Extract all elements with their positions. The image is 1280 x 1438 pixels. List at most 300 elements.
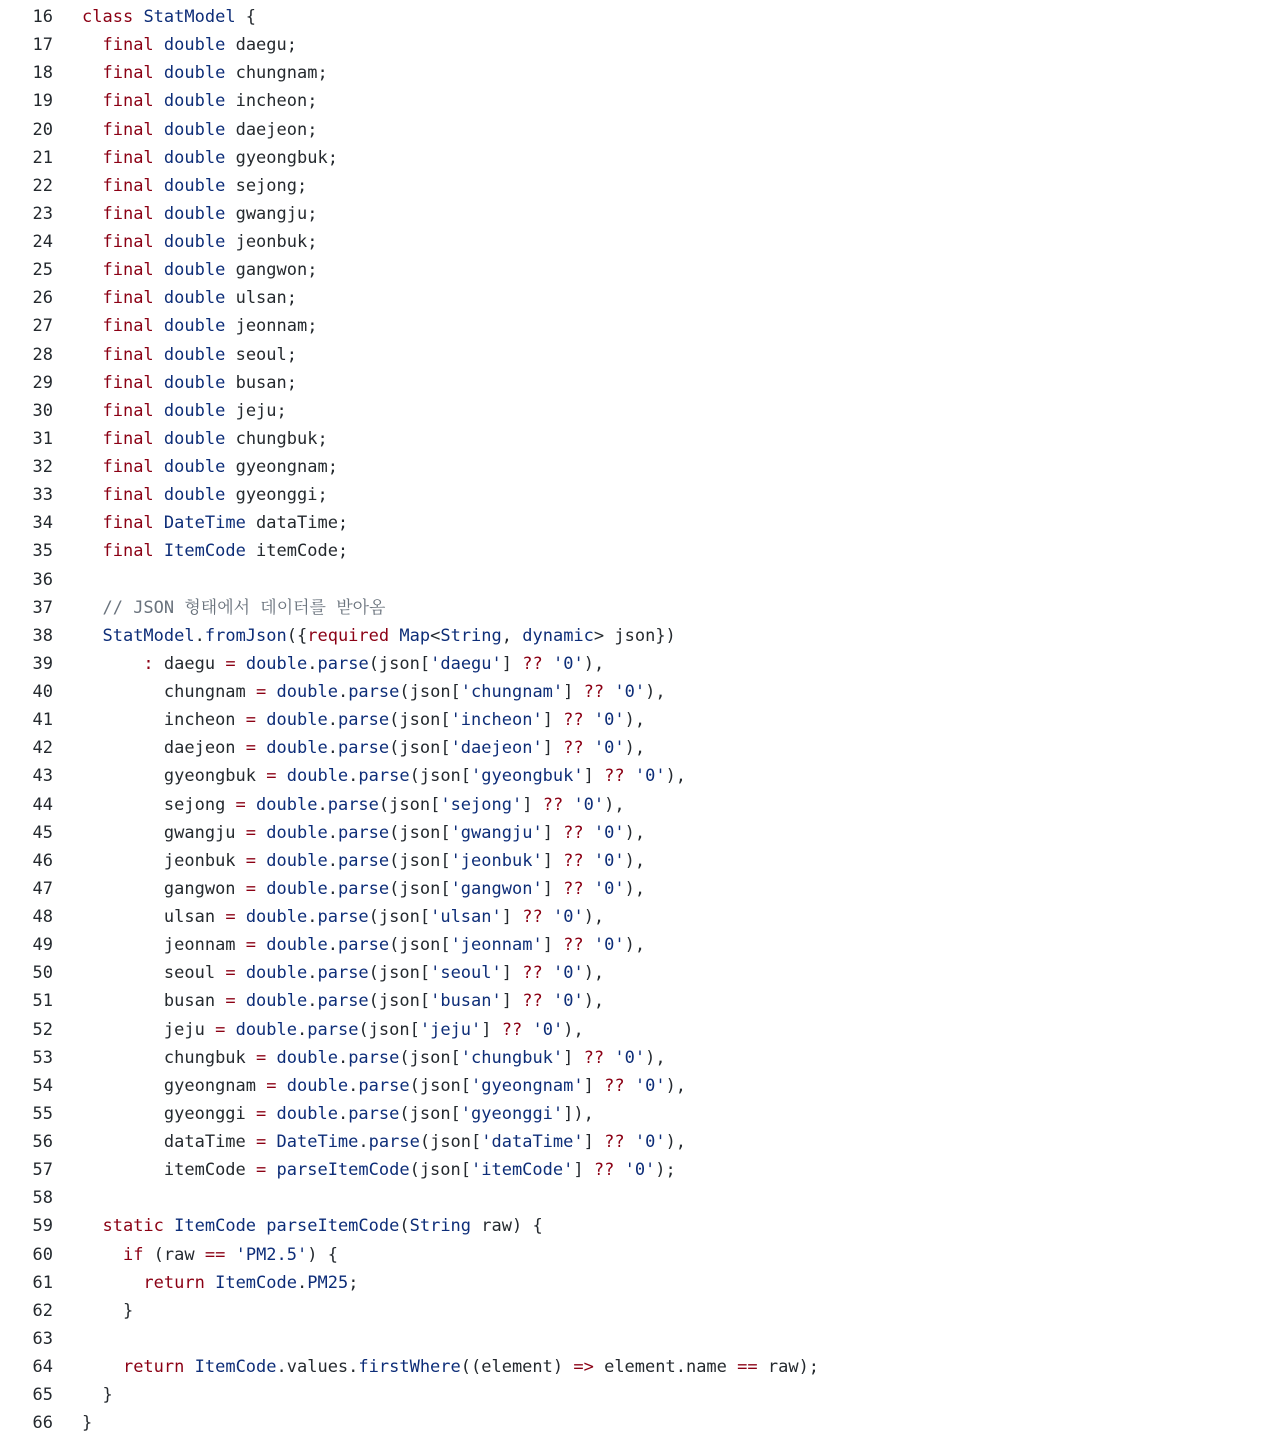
code-token: , (501, 625, 523, 646)
code-token (154, 485, 164, 505)
code-token: daegu; (225, 35, 297, 56)
line-number: 56 (32, 1132, 53, 1152)
code-token: gyeongbuk (163, 766, 267, 787)
code-token: '0' (573, 794, 605, 815)
code-token: ] (542, 850, 564, 871)
code-line (0, 144, 1280, 172)
code-token: ?? (522, 907, 543, 927)
code-text (82, 931, 645, 959)
code-token: ?? (563, 935, 584, 956)
code-token (154, 35, 164, 55)
code-token: = (245, 710, 257, 731)
code-text (82, 172, 307, 200)
code-text (82, 116, 317, 144)
code-token (205, 1273, 215, 1293)
code-token: ), (624, 710, 646, 731)
code-token (614, 1160, 624, 1180)
code-token: parse (337, 878, 390, 899)
code-token: gangwon; (225, 260, 318, 281)
code-token (543, 991, 553, 1011)
code-line (0, 172, 1280, 200)
code-token: jeju (163, 1019, 216, 1040)
code-text (82, 1241, 338, 1269)
code-text (82, 650, 604, 678)
code-line (0, 509, 1280, 537)
code-token: ] (542, 822, 564, 843)
code-token: (json[ (389, 822, 451, 843)
code-text (82, 875, 645, 903)
code-token: final (102, 288, 154, 309)
code-token (256, 879, 266, 899)
code-token (543, 907, 553, 927)
code-token: ] (583, 1075, 605, 1096)
code-text (82, 284, 297, 312)
code-token (256, 738, 266, 758)
code-token: gangwon (163, 878, 246, 899)
code-token: double (266, 935, 328, 956)
code-line (0, 228, 1280, 256)
line-number: 43 (32, 766, 53, 787)
code-text (82, 791, 625, 819)
code-token: double (163, 232, 226, 252)
code-token: double (256, 794, 318, 815)
code-token: (json[ (389, 935, 451, 956)
code-token: parse (348, 682, 400, 702)
code-line (0, 3, 1280, 31)
code-token (154, 232, 164, 252)
code-token: ] (542, 738, 564, 759)
code-token: 'daejeon' (450, 738, 543, 759)
code-token: ] (501, 907, 523, 927)
code-token: double (266, 710, 328, 731)
line-number: 46 (32, 850, 53, 871)
code-token: ] (563, 682, 584, 702)
code-token: . (327, 850, 338, 871)
code-text (82, 959, 604, 987)
line-number: 40 (32, 682, 53, 702)
code-line (0, 481, 1280, 509)
code-text (82, 31, 297, 59)
line-number: 27 (32, 316, 53, 337)
code-token: busan; (225, 372, 297, 393)
code-token (543, 654, 553, 674)
code-token (277, 1076, 287, 1096)
code-line (0, 453, 1280, 481)
code-token: 'chungnam' (460, 682, 564, 702)
code-line (0, 256, 1280, 284)
code-token: PM25 (307, 1272, 349, 1293)
line-number: 59 (32, 1216, 53, 1237)
code-token: 'gyeonggi' (460, 1103, 564, 1124)
code-token: ); (655, 1160, 676, 1181)
code-token: '0' (552, 653, 584, 674)
code-token: raw) { (471, 1216, 543, 1237)
code-token: double (163, 147, 226, 168)
code-token: ?? (563, 738, 584, 759)
code-token: '0' (634, 1075, 666, 1096)
code-line (0, 284, 1280, 312)
code-token: required (307, 625, 390, 646)
code-token: double (276, 1103, 338, 1124)
code-token: 'PM2.5' (235, 1244, 308, 1265)
code-line (0, 931, 1280, 959)
code-token: 'sejong' (440, 794, 523, 815)
code-token (154, 345, 164, 365)
line-number: 58 (32, 1188, 53, 1209)
code-token: = (245, 935, 257, 956)
code-line (0, 341, 1280, 369)
line-number: 20 (32, 119, 53, 140)
line-number: 60 (32, 1244, 53, 1265)
code-token: ), (583, 907, 605, 927)
code-token: ?? (563, 710, 584, 731)
code-token: ), (563, 1019, 584, 1040)
code-token: ] (501, 991, 523, 1012)
code-token: = (245, 822, 257, 843)
code-token: = (256, 1047, 267, 1068)
code-token: final (102, 175, 154, 196)
code-text (82, 59, 328, 87)
line-number: 33 (32, 485, 53, 506)
line-number: 35 (32, 541, 53, 562)
code-text (82, 847, 645, 875)
code-token: 'chungbuk' (460, 1047, 564, 1068)
code-token: double (266, 850, 328, 871)
code-token (584, 738, 594, 758)
code-token: (json[ (399, 1103, 461, 1124)
line-number: 47 (32, 878, 53, 899)
code-line (0, 369, 1280, 397)
code-token: double (163, 428, 226, 449)
line-number: 66 (32, 1413, 53, 1434)
code-token: double (163, 288, 226, 309)
code-line (0, 903, 1280, 931)
code-token (154, 63, 164, 83)
code-token: ]), (563, 1103, 594, 1124)
code-token: ulsan (163, 907, 226, 927)
code-text (82, 903, 604, 931)
code-token: parse (358, 1075, 410, 1096)
code-text (82, 1128, 686, 1156)
code-token: '0' (552, 907, 584, 927)
code-token: Map (399, 625, 431, 646)
code-line (0, 537, 1280, 565)
code-token (563, 795, 573, 815)
code-token: parse (327, 794, 379, 815)
code-token: double (163, 63, 226, 84)
code-line (0, 1297, 1280, 1325)
code-token: gwangju; (225, 203, 318, 224)
code-line (0, 1212, 1280, 1240)
code-text (82, 987, 604, 1015)
code-token: . (296, 1272, 308, 1293)
code-token: ), (583, 653, 605, 674)
code-token: => (573, 1357, 594, 1377)
code-line (0, 31, 1280, 59)
code-token: gwangju (163, 822, 246, 843)
line-number: 39 (32, 653, 53, 674)
code-token: jeonnam; (225, 316, 318, 337)
code-token: // JSON 형태에서 데이터를 받아옴 (102, 597, 386, 618)
line-number: 52 (32, 1019, 53, 1040)
code-token: double (245, 991, 308, 1012)
code-token: double (286, 766, 349, 787)
code-token: ItemCode (215, 1272, 297, 1293)
code-token (184, 1357, 194, 1377)
code-token: parse (317, 907, 369, 927)
code-line (0, 1409, 1280, 1437)
code-token: double (163, 457, 226, 477)
code-token: gyeonggi; (225, 485, 328, 506)
code-token: ItemCode (194, 1357, 277, 1377)
code-token: . (327, 822, 338, 843)
code-token: daejeon (163, 738, 246, 759)
code-token: 'itemCode' (471, 1160, 574, 1181)
code-token: . (348, 766, 359, 787)
code-token (604, 1048, 614, 1068)
code-token: dataTime; (245, 513, 349, 534)
code-token: daegu (153, 653, 226, 674)
code-token (154, 148, 164, 168)
line-number: 18 (32, 63, 53, 84)
line-number: 19 (32, 91, 53, 112)
code-token (246, 795, 256, 815)
line-number: 50 (32, 963, 53, 984)
code-token: == (737, 1357, 758, 1377)
code-token: StatModel (102, 625, 195, 646)
code-token (256, 1216, 266, 1236)
code-token (625, 1132, 635, 1152)
code-token: = (266, 766, 277, 787)
code-token: '0' (614, 682, 646, 702)
code-line (0, 650, 1280, 678)
code-line (0, 1184, 1280, 1212)
code-token: '0' (552, 963, 584, 984)
code-token: ItemCode (163, 541, 246, 562)
code-token: '0' (634, 1132, 666, 1152)
code-text (82, 622, 676, 650)
code-token: ?? (522, 963, 543, 984)
code-line (0, 847, 1280, 875)
code-token: ] (542, 878, 564, 899)
code-token (133, 7, 143, 27)
code-token: (json[ (368, 963, 431, 984)
line-number: 28 (32, 344, 53, 365)
code-token: ?? (563, 850, 584, 871)
code-token: fromJson (204, 625, 287, 646)
code-token: (json[ (368, 991, 431, 1012)
code-text (82, 594, 385, 622)
code-line (0, 594, 1280, 622)
code-token: class (82, 7, 134, 27)
code-token: element.name (593, 1357, 738, 1377)
code-token: (json[ (378, 794, 441, 815)
code-token: double (286, 1075, 349, 1096)
code-token: final (102, 400, 154, 421)
line-number: 26 (32, 288, 53, 309)
code-token (154, 288, 164, 308)
code-token: ; (348, 1272, 359, 1293)
code-token: double (245, 907, 308, 927)
code-token: ), (665, 766, 687, 787)
code-text (82, 397, 287, 425)
line-number: 31 (32, 428, 53, 449)
code-token: final (102, 457, 154, 477)
code-line (0, 200, 1280, 228)
code-token: ] (522, 794, 543, 815)
line-number: 22 (32, 175, 53, 196)
code-token: (raw (143, 1244, 205, 1265)
code-token: double (163, 91, 226, 112)
code-token: . (307, 653, 318, 674)
line-number: 42 (32, 738, 53, 759)
code-token: ), (645, 1047, 666, 1068)
code-token: double (163, 400, 226, 421)
line-number: 37 (32, 597, 53, 618)
code-token: final (102, 513, 154, 534)
code-token: final (102, 541, 154, 562)
code-token: = (256, 1132, 267, 1152)
code-token: . (327, 935, 338, 956)
code-token: parse (337, 710, 390, 731)
code-token: ulsan; (225, 288, 297, 309)
code-token: = (256, 682, 267, 702)
code-token (584, 710, 594, 730)
code-token: '0' (593, 935, 625, 956)
code-token: { (235, 7, 257, 27)
line-number: 53 (32, 1047, 53, 1068)
code-token: . (337, 1047, 349, 1068)
code-token: ?? (501, 1019, 523, 1040)
code-line (0, 1269, 1280, 1297)
code-token: incheon; (225, 91, 318, 112)
line-number: 38 (32, 625, 53, 646)
code-token: final (102, 63, 154, 84)
line-number: 63 (32, 1328, 53, 1349)
code-text (82, 537, 348, 565)
code-token: . (307, 963, 318, 984)
code-token: ), (583, 991, 605, 1012)
code-token: double (266, 738, 328, 759)
code-token: ( (399, 1216, 410, 1237)
code-token: (json[ (399, 1047, 461, 1068)
code-token (256, 851, 266, 871)
code-token (256, 710, 266, 730)
code-token: : (143, 653, 154, 674)
code-token: ] (563, 1047, 584, 1068)
code-token: ), (583, 963, 605, 984)
code-token (154, 457, 164, 477)
code-token: 'incheon' (450, 710, 543, 731)
line-number: 55 (32, 1103, 53, 1124)
line-number: 54 (32, 1075, 53, 1096)
code-line (0, 819, 1280, 847)
code-token: parse (317, 653, 369, 674)
code-token: double (163, 344, 226, 365)
code-token: . (317, 794, 328, 815)
code-token: = (266, 1075, 277, 1096)
code-token: } (102, 1385, 113, 1406)
code-text (82, 1016, 584, 1044)
code-token: ] (501, 653, 523, 674)
code-token: (json[ (399, 682, 461, 702)
code-token: parse (307, 1019, 359, 1040)
line-number: 65 (32, 1385, 53, 1406)
code-token: ), (665, 1075, 687, 1096)
code-token: final (102, 232, 154, 252)
code-line (0, 875, 1280, 903)
code-token: (json[ (409, 1075, 472, 1096)
code-token: ?? (522, 991, 543, 1012)
code-text (82, 200, 317, 228)
code-token: final (102, 35, 154, 56)
code-token: ?? (563, 822, 584, 843)
code-token: parse (317, 991, 369, 1012)
code-token: busan (163, 991, 226, 1012)
code-token: 'gwangju' (450, 822, 543, 843)
code-token: 'jeonnam' (450, 935, 543, 956)
code-line (0, 959, 1280, 987)
code-token: = (256, 1103, 267, 1124)
code-token: parseItemCode (266, 1216, 400, 1237)
code-token: parse (317, 963, 369, 984)
code-line (0, 1100, 1280, 1128)
code-token: final (102, 91, 154, 112)
code-token: ), (624, 850, 646, 871)
code-token: double (276, 1047, 338, 1068)
code-token (266, 1160, 276, 1180)
code-token (225, 1020, 235, 1040)
code-token: == (204, 1244, 226, 1265)
code-token: jeju; (225, 400, 287, 421)
code-token: final (102, 428, 154, 449)
code-token (154, 204, 164, 224)
code-line (0, 762, 1280, 790)
code-token (154, 91, 164, 111)
code-token: ] (542, 710, 564, 731)
code-token: final (102, 147, 154, 168)
code-token: double (163, 316, 226, 337)
code-token: ?? (522, 653, 543, 674)
line-number: 41 (32, 710, 53, 731)
code-token: double (266, 878, 328, 899)
code-token: return (143, 1272, 205, 1293)
code-token: ] (583, 766, 605, 787)
code-token: ), (624, 935, 646, 956)
code-line (0, 397, 1280, 425)
code-text (82, 228, 317, 256)
code-token (266, 1104, 276, 1124)
code-token: } (122, 1300, 134, 1321)
code-token (154, 541, 164, 561)
line-number: 51 (32, 991, 53, 1012)
code-token: 'ulsan' (430, 907, 502, 927)
code-line (0, 425, 1280, 453)
code-token (604, 682, 614, 702)
code-text (82, 706, 645, 734)
code-token: ?? (542, 794, 564, 815)
code-text (82, 1381, 113, 1409)
code-token: 'jeju' (419, 1019, 482, 1040)
code-token: parse (337, 935, 390, 956)
code-line (0, 987, 1280, 1015)
code-token (522, 1020, 532, 1040)
code-line (0, 734, 1280, 762)
code-token: '0' (634, 766, 666, 787)
line-number: 45 (32, 822, 53, 843)
code-token: if (122, 1244, 144, 1265)
code-token (584, 851, 594, 871)
